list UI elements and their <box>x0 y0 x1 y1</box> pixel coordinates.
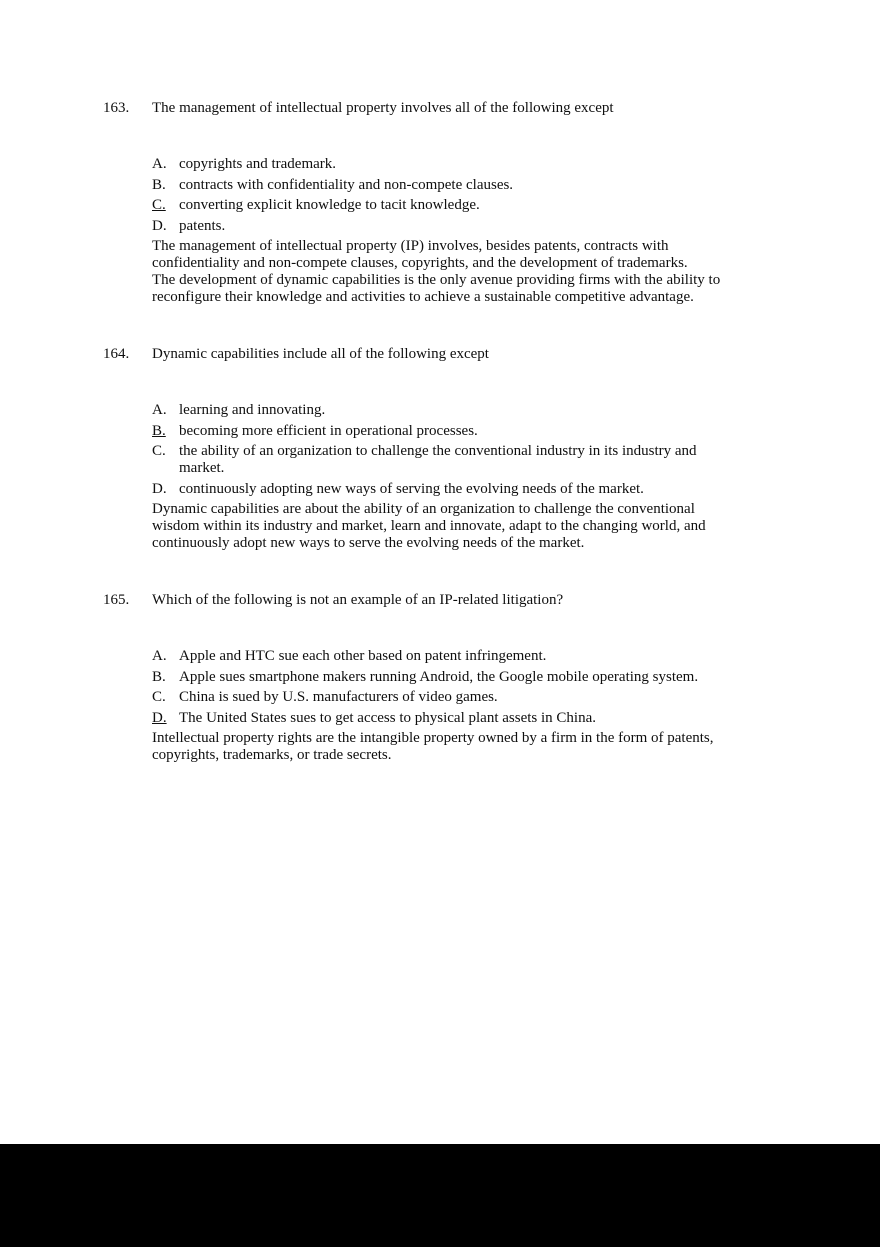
option-row-a <box>152 156 730 173</box>
option-row-c <box>152 689 730 706</box>
option-text: contracts with confidentiality and non-compete clauses. <box>179 176 514 193</box>
question-header <box>103 100 730 117</box>
explanation <box>152 238 730 306</box>
question-block-163 <box>103 100 730 306</box>
option-letter: D. <box>152 480 167 497</box>
option-row-d <box>152 710 730 727</box>
option-letter: A. <box>152 156 167 172</box>
option-row-b <box>152 177 730 194</box>
option-row-b <box>152 669 730 686</box>
option-letter: A. <box>152 648 167 664</box>
option-letter: B. <box>152 422 166 439</box>
explanation <box>152 501 730 552</box>
question-header <box>103 346 730 363</box>
explanation-paragraph: The development of dynamic capabilities is the only avenue providing firms with the ability to reconfigure their knowledge and activities to achieve a sustainable competitive advantage. <box>152 272 721 305</box>
explanation <box>152 730 730 764</box>
option-text: Apple sues smartphone makers running Android, the Google mobile operating system. <box>179 668 699 685</box>
option-text: learning and innovating. <box>179 402 326 418</box>
question-block-164 <box>103 346 730 552</box>
option-letter: C. <box>152 689 166 705</box>
option-text: the ability of an organization to challenge the conventional industry in its industry and market. <box>179 443 697 476</box>
option-letter: A. <box>152 402 167 418</box>
question-number: 165. <box>103 592 130 608</box>
option-row-c <box>152 197 730 214</box>
explanation-paragraph: Intellectual property rights are the intangible property owned by a firm in the form of patents, copyrights, trademarks, or trade secrets. <box>152 730 714 763</box>
option-text: Apple and HTC sue each other based on patent infringement. <box>179 648 547 664</box>
screenshot-bottom-black-bar <box>0 1144 880 1247</box>
option-text: China is sued by U.S. manufacturers of video games. <box>179 689 498 705</box>
option-row-d <box>152 481 730 498</box>
question-text: Which of the following is not an example of an IP-related litigation? <box>152 592 564 608</box>
explanation-paragraph: Dynamic capabilities are about the ability of an organization to challenge the conventional wisdom within its industry and market, learn and innovate, adapt to the changing world, and continuously adopt new ways to serve the evolving needs of the market. <box>152 501 706 551</box>
option-row-c <box>152 443 730 477</box>
options-list <box>152 402 730 498</box>
question-number: 164. <box>103 346 130 362</box>
question-text: The management of intellectual property involves all of the following except <box>152 100 614 116</box>
option-letter: C. <box>152 443 166 459</box>
option-letter: C. <box>152 197 166 213</box>
option-text: becoming more efficient in operational processes. <box>179 422 478 439</box>
option-letter: B. <box>152 668 166 685</box>
question-text: Dynamic capabilities include all of the following except <box>152 346 489 362</box>
option-text: The United States sues to get access to physical plant assets in China. <box>179 709 596 726</box>
option-row-b <box>152 423 730 440</box>
questions-list <box>103 100 730 804</box>
option-row-a <box>152 402 730 419</box>
options-list <box>152 156 730 235</box>
option-row-a <box>152 648 730 665</box>
option-text: copyrights and trademark. <box>179 156 337 172</box>
option-row-d <box>152 218 730 235</box>
question-block-165 <box>103 592 730 764</box>
option-text: continuously adopting new ways of serving the evolving needs of the market. <box>179 480 644 497</box>
option-letter: D. <box>152 709 167 726</box>
option-text: converting explicit knowledge to tacit knowledge. <box>179 197 480 213</box>
option-letter: D. <box>152 217 167 234</box>
question-number: 163. <box>103 100 130 116</box>
question-header <box>103 592 730 609</box>
options-list <box>152 648 730 727</box>
explanation-paragraph: The management of intellectual property (IP) involves, besides patents, contracts with confidentiality and non-compete clauses, copyrights, and the development of trademarks. <box>152 238 688 271</box>
option-text: patents. <box>179 217 226 234</box>
option-letter: B. <box>152 176 166 193</box>
